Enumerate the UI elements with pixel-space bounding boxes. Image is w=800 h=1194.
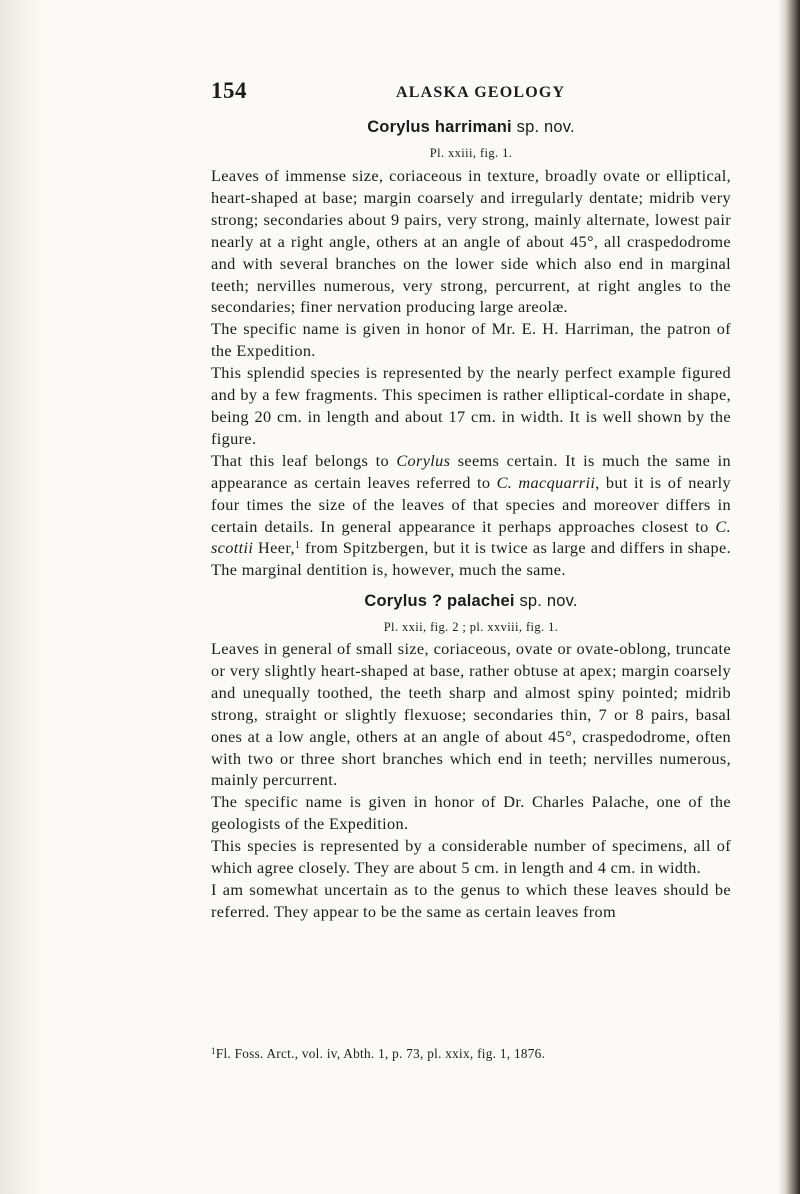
affinity-paragraph: I am somewhat uncertain as to the genus to which these leaves should be referred. They appear to be the same as certain leaves from [211,879,731,921]
page-number: 154 [211,78,247,103]
description-paragraph: Leaves of immense size, coriaceous in texture, broadly ovate or elliptical, heart-shaped at base; margin coarsely and irregularly dentate; midrib very strong; secondaries about 9 pairs, very strong, mainly alternate, lowest pair nearly at a right angle, others at an angle of about 45°, all craspedodrome and with several branches on the lower side which also end in marginal teeth; nervilles numerous, very strong, percurrent, at right angles to the secondaries; finer nervation producing large areolæ. [211,166,731,317]
species-section-harrimani [211,118,731,581]
footnote-marker: 1 [294,540,301,552]
footnote-marker: 1 [211,1046,216,1056]
species-status: sp. nov. [519,592,578,610]
taxon-name: C. macquarrii [496,472,596,492]
genus-name: Corylus [367,118,431,136]
species-epithet: palachei [447,592,515,610]
species-section-palachei [211,592,731,923]
footnote-text: Fl. Foss. Arct., vol. iv, Abth. 1, p. 73, pl. xxix, fig. 1, 1876. [215,1046,546,1061]
footnote [211,1046,731,1062]
plate-reference: Pl. xxiii, fig. 1. [429,146,513,160]
plate-reference: Pl. xxii, fig. 2 ; pl. xxviii, fig. 1. [383,620,559,634]
taxon-name: Corylus [396,450,451,470]
species-status: sp. nov. [516,118,575,136]
species-epithet: harrimani [434,118,512,136]
species-heading [211,118,731,137]
affinity-paragraph: That this leaf belongs to Corylus seems certain. It is much the same in appearance as certain leaves referred to C. macquarrii, but it is of nearly four times the size of the leaves of that species and moreover differs in certain details. In general appearance it perhaps approaches closest to C. scottii Heer,$^1$ from Spitzbergen, but it is twice as large and differs in shape. The marginal dentition is, however, much the same. [211,450,731,580]
page-shadow-left [0,0,42,1194]
page-shadow-right [778,0,800,1194]
genus-name: Corylus ? [364,592,443,610]
material-paragraph: This species is represented by a considerable number of specimens, all of which agree closely. They are about 5 cm. in length and 4 cm. in width. [211,836,731,878]
etymology-paragraph: The specific name is given in honor of Mr. E. H. Harriman, the patron of the Expedition. [211,319,731,361]
etymology-paragraph: The specific name is given in honor of Dr. Charles Palache, one of the geologists of the Expedition. [211,792,731,834]
taxon-name: C. scottii [211,516,731,558]
description-paragraph: Leaves in general of small size, coriaceous, ovate or ovate-oblong, truncate or very slightly heart-shaped at base, rather obtuse at apex; margin coarsely and unequally toothed, the teeth sharp and almost spiny pointed; midrib strong, straight or slightly flexuose; secondaries thin, 7 or 8 pairs, basal ones at a low angle, others at an angle of about 45°, craspedodrome, often with two or three short branches which end in teeth; nervilles numerous, mainly percurrent. [211,639,731,790]
species-heading [211,592,731,611]
material-paragraph: This splendid species is represented by the nearly perfect example figured and by a few fragments. This specimen is rather elliptical-cordate in shape, being 20 cm. in length and about 17 cm. in width. It is well shown by the figure. [211,363,731,448]
running-title: ALASKA GEOLOGY [396,84,566,101]
running-header [211,78,731,108]
